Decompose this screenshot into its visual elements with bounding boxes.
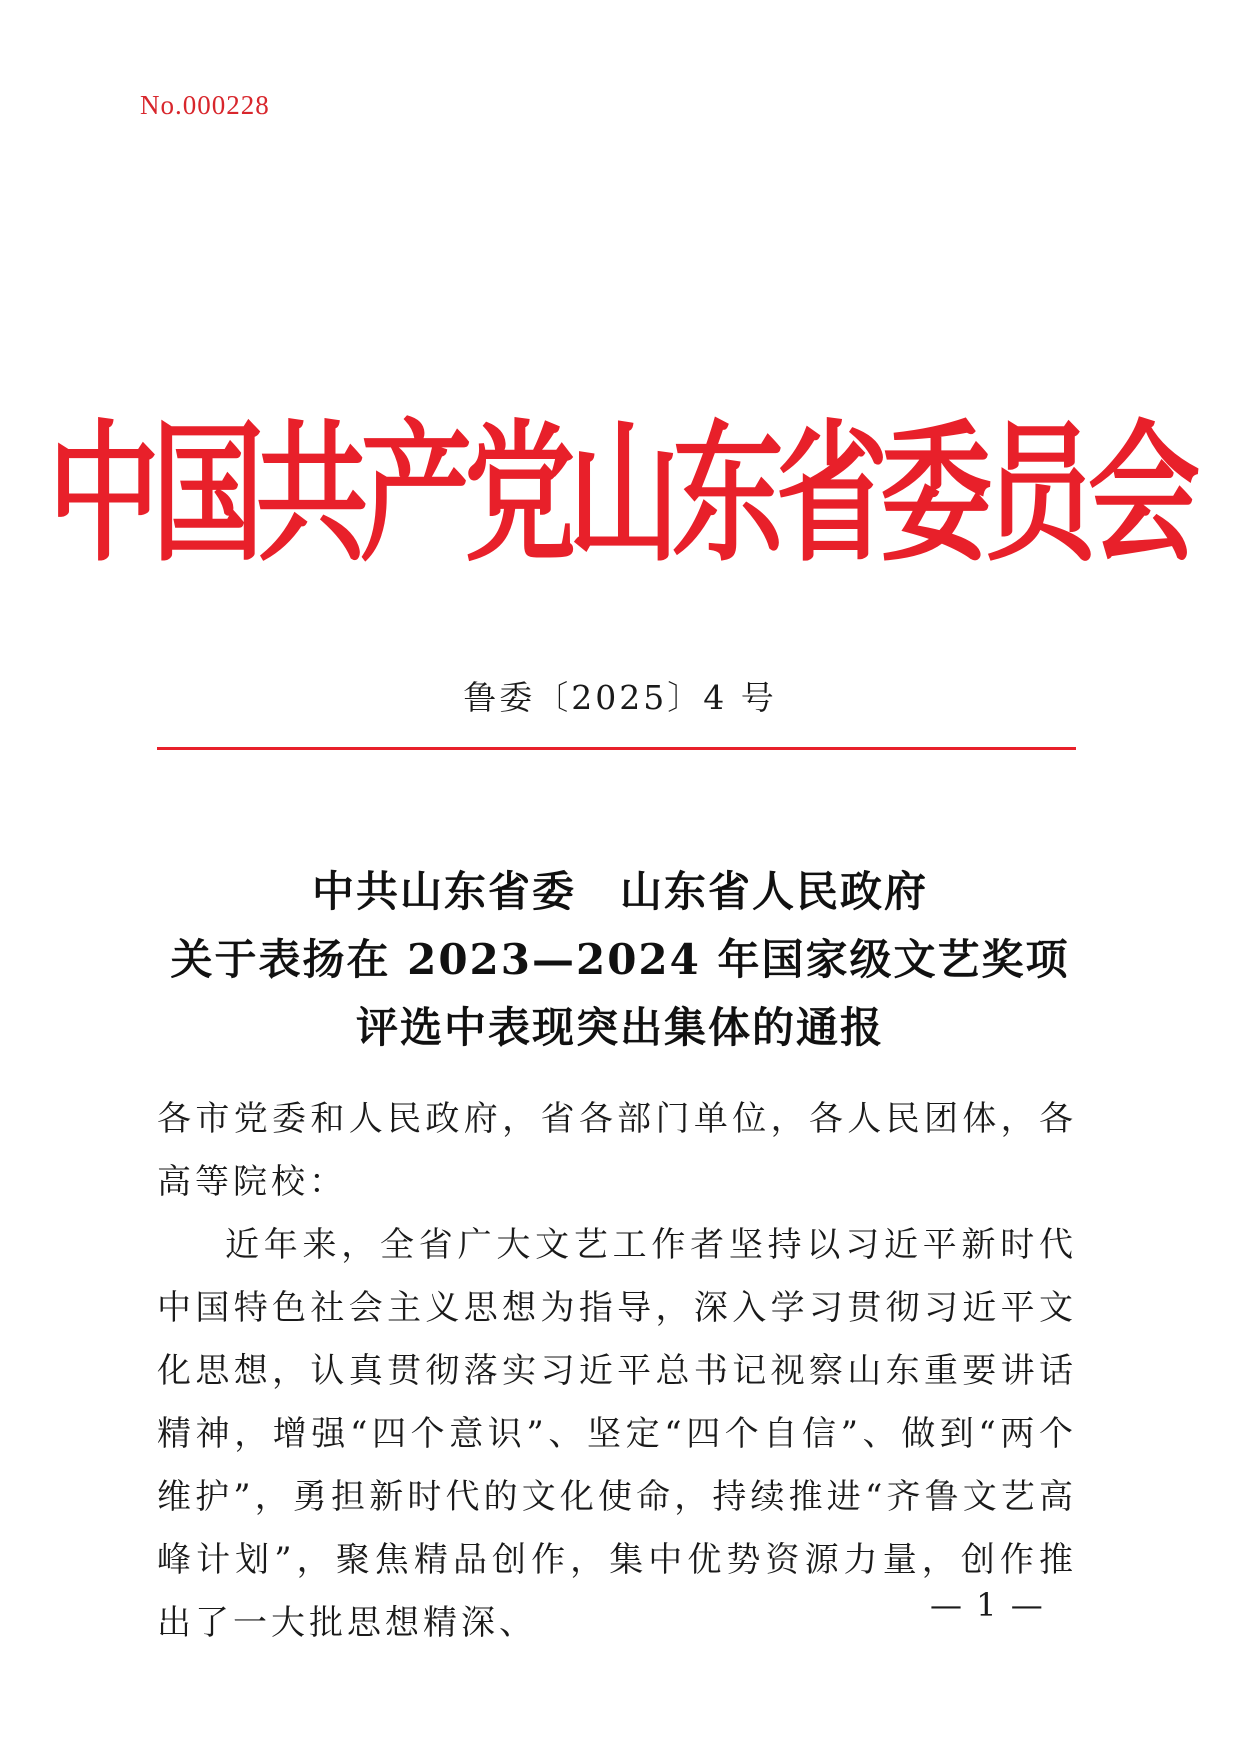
issuer-title: 中国共产党山东省委员会 bbox=[48, 407, 1192, 583]
red-divider-line bbox=[157, 747, 1076, 750]
salutation: 各市党委和人民政府，省各部门单位，各人民团体，各高等院校： bbox=[157, 1099, 1077, 1202]
notice-title-line-3: 评选中表现突出集体的通报 bbox=[355, 1003, 884, 1052]
notice-title-line-1: 中共山东省委 山东省人民政府 bbox=[311, 867, 928, 916]
document-body bbox=[157, 1088, 1077, 1655]
page-number: — 1 — bbox=[930, 1586, 1045, 1624]
document-number: 鲁委〔2025〕4 号 bbox=[463, 678, 777, 717]
body-paragraph: 近年来，全省广大文艺工作者坚持以习近平新时代中国特色社会主义思想为指导，深入学习贯彻习近平文化思想，认真贯彻落实习近平总书记视察山东重要讲话精神，增强“四个意识”、坚定“四个自信”、做到“两个维护”，勇担新时代的文化使命，持续推进“齐鲁文艺高峰计划”，聚焦精品创作，集中优势资源力量，创作推出了一大批思想精深、 bbox=[157, 1225, 1077, 1643]
serial-number: No.000228 bbox=[140, 90, 270, 120]
notice-title bbox=[0, 858, 1240, 1062]
notice-title-line-2: 关于表扬在 2023—2024 年国家级文艺奖项 bbox=[170, 935, 1070, 984]
